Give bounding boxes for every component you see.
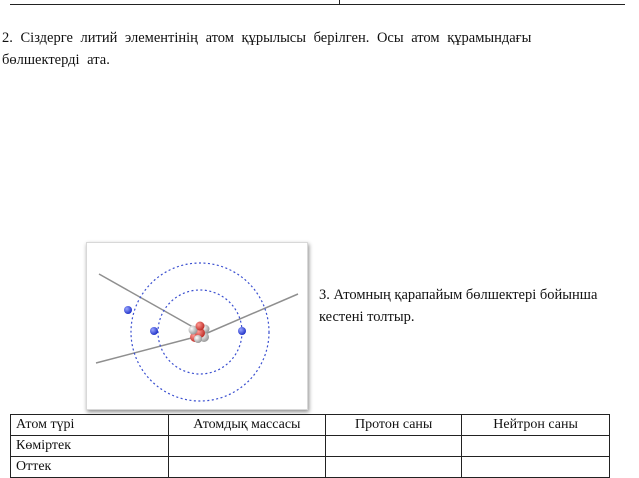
header-atomic-mass: Атомдық массасы <box>168 415 326 436</box>
question-2-line-2: бөлшектерді ата. <box>2 52 110 68</box>
table-header-row <box>11 415 610 436</box>
question-3-line-1: 3. Атомның қарапайым бөлшектері бойынша <box>319 287 598 303</box>
question-3-text <box>319 284 634 328</box>
table-row <box>11 457 610 478</box>
electron <box>124 306 132 314</box>
table-cell-neutron-count[interactable] <box>462 436 610 457</box>
header-neutron-count: Нейтрон саны <box>462 415 610 436</box>
header-atom-type: Атом түрі <box>11 415 169 436</box>
question-3-line-2: кестені толтыр. <box>319 309 415 325</box>
proton <box>196 322 205 331</box>
table-row <box>11 436 610 457</box>
atom-diagram <box>87 243 307 409</box>
lithium-atom-figure <box>86 242 308 410</box>
table-cell-neutron-count[interactable] <box>462 457 610 478</box>
previous-table-column-divider <box>339 0 340 4</box>
nucleus <box>189 322 210 344</box>
electron <box>238 327 246 335</box>
table-cell-proton-count[interactable] <box>326 457 462 478</box>
table-cell-atom-type: Көміртек <box>11 436 169 457</box>
ray-upper-left <box>99 274 200 331</box>
header-proton-count: Протон саны <box>326 415 462 436</box>
ray-right <box>205 294 298 334</box>
previous-table-bottom-edge <box>10 0 625 5</box>
question-2-text <box>2 27 628 71</box>
particles-table <box>10 414 610 478</box>
electron <box>150 327 158 335</box>
table-cell-atom-type: Оттек <box>11 457 169 478</box>
ray-lower-left <box>96 336 199 363</box>
table-cell-proton-count[interactable] <box>326 436 462 457</box>
neutron <box>194 335 202 343</box>
table-cell-atomic-mass[interactable] <box>168 457 326 478</box>
question-2-line-1: 2. Сіздерге литий элементінің атом құрылысы берілген. Осы атом құрамындағы <box>2 30 532 46</box>
table-cell-atomic-mass[interactable] <box>168 436 326 457</box>
